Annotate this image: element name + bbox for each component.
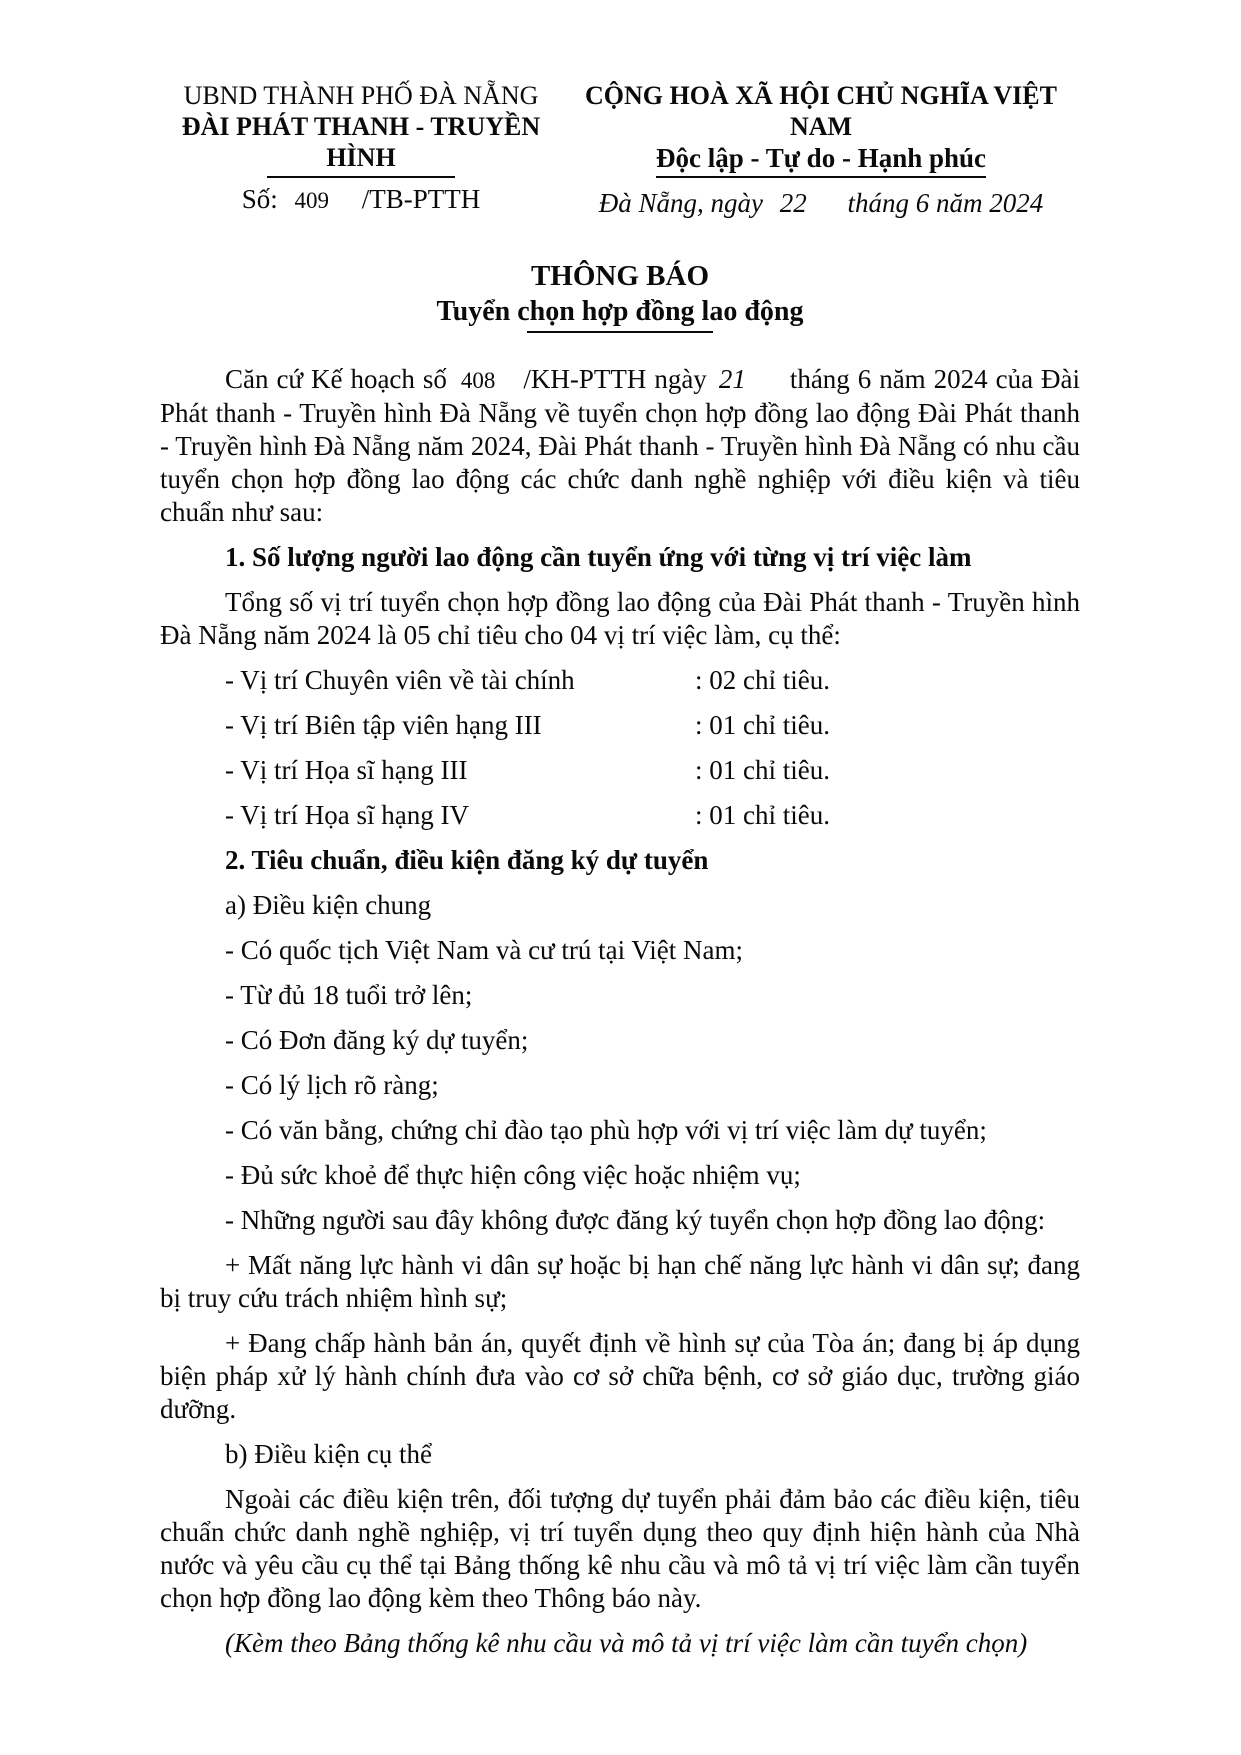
condition-item: - Từ đủ 18 tuổi trở lên; <box>225 980 473 1010</box>
intro-seg2: /KH-PTTH ngày <box>523 364 707 394</box>
condition-item: - Đủ sức khoẻ để thực hiện công việc hoặc nhiệm vụ; <box>225 1160 801 1190</box>
document-title: THÔNG BÁO <box>530 260 710 292</box>
section2-sub-a: a) Điều kiện chung <box>225 890 432 920</box>
section2-sub-b: b) Điều kiện cụ thể <box>225 1439 432 1469</box>
country-title: CỘNG HOÀ XÃ HỘI CHỦ NGHĨA VIỆT NAM <box>585 81 1057 141</box>
plan-number-value: 408 <box>460 368 496 393</box>
condition-item: + Mất năng lực hành vi dân sự hoặc bị hạn chế năng lực hành vi dân sự; đang bị truy cứu trách nhiệm hình sự; <box>160 1250 1080 1313</box>
position-label: - Vị trí Chuyên viên về tài chính <box>225 665 575 695</box>
date-day-value: 22 <box>779 188 807 218</box>
doc-number-value: 409 <box>294 188 330 213</box>
document-subtitle: Tuyển chọn hợp đồng lao động <box>436 296 804 327</box>
intro-paragraph <box>160 363 1080 529</box>
org-underline <box>267 176 455 178</box>
place-date-line <box>562 188 1080 219</box>
position-row <box>160 799 1080 832</box>
section1-paragraph: Tổng số vị trí tuyển chọn hợp đồng lao động của Đài Phát thanh - Truyền hình Đà Nẵng năm 2024 là 05 chỉ tiêu cho 04 vị trí việc làm, cụ thể: <box>160 587 1080 650</box>
section2-paragraph-b: Ngoài các điều kiện trên, đối tượng dự tuyển phải đảm bảo các điều kiện, tiêu chuẩn chức danh nghề nghiệp, vị trí tuyển dụng theo quy định hiện hành của Nhà nước và yêu cầu cụ thể tại Bảng thống kê nhu cầu và mô tả vị trí việc làm cần tuyển chọn hợp đồng lao động kèm theo Thông báo này. <box>160 1484 1080 1613</box>
national-motto-block <box>562 80 1080 219</box>
section2-heading: 2. Tiêu chuẩn, điều kiện đăng ký dự tuyển <box>225 845 709 875</box>
condition-item: - Có Đơn đăng ký dự tuyển; <box>225 1025 529 1055</box>
date-prefix: Đà Nẵng, ngày <box>598 188 763 218</box>
intro-seg3: tháng 6 năm 2024 của Đài Phát thanh - Truyền hình Đà Nẵng về tuyển chọn hợp đồng lao động Đài Phát thanh - Truyền hình Đà Nẵng năm 2024, Đài Phát thanh - Truyền hình Đà Nẵng có nhu cầu tuyển chọn hợp đồng lao động các chức danh nghề nghiệp với điều kiện và tiêu chuẩn như sau: <box>160 364 1080 527</box>
position-quota: : 01 chỉ tiêu. <box>695 800 830 830</box>
condition-item: - Có quốc tịch Việt Nam và cư trú tại Việt Nam; <box>225 935 744 965</box>
position-row <box>160 754 1080 787</box>
issuing-org-block <box>160 80 562 215</box>
document-number-line <box>160 184 562 215</box>
condition-item: - Có văn bằng, chứng chỉ đào tạo phù hợp với vị trí việc làm dự tuyển; <box>225 1115 987 1145</box>
position-row <box>160 664 1080 697</box>
position-quota: : 02 chỉ tiêu. <box>695 665 830 695</box>
position-label: - Vị trí Họa sĩ hạng III <box>225 755 468 785</box>
condition-item: + Đang chấp hành bản án, quyết định về hình sự của Tòa án; đang bị áp dụng biện pháp xử lý hành chính đưa vào cơ sở chữa bệnh, cơ sở giáo dục, trường giáo dưỡng. <box>160 1328 1080 1424</box>
position-label: - Vị trí Họa sĩ hạng IV <box>225 800 469 830</box>
condition-item: - Những người sau đây không được đăng ký tuyển chọn hợp đồng lao động: <box>225 1205 1046 1235</box>
intro-seg1: Căn cứ Kế hoạch số <box>225 364 447 394</box>
position-quota: : 01 chỉ tiêu. <box>695 710 830 740</box>
subtitle-underline <box>527 331 713 333</box>
motto-line: Độc lập - Tự do - Hạnh phúc <box>656 142 986 178</box>
position-row <box>160 709 1080 742</box>
position-label: - Vị trí Biên tập viên hạng III <box>225 710 542 740</box>
document-body <box>160 363 1080 1660</box>
attachment-note: (Kèm theo Bảng thống kê nhu cầu và mô tả vị trí việc làm cần tuyển chọn) <box>225 1628 1028 1658</box>
org-parent-name: UBND THÀNH PHỐ ĐÀ NẴNG <box>183 81 539 110</box>
condition-item: - Có lý lịch rõ ràng; <box>225 1070 439 1100</box>
org-name: ĐÀI PHÁT THANH - TRUYỀN HÌNH <box>181 112 541 172</box>
date-suffix: tháng 6 năm 2024 <box>847 188 1044 218</box>
document-header <box>160 80 1080 219</box>
doc-number-label: Số: <box>241 184 278 214</box>
title-block <box>160 259 1080 333</box>
doc-number-suffix: /TB-PTTH <box>361 184 481 214</box>
section1-heading: 1. Số lượng người lao động cần tuyển ứng với từng vị trí việc làm <box>225 542 972 572</box>
plan-day-value: 21 <box>718 364 746 394</box>
position-quota: : 01 chỉ tiêu. <box>695 755 830 785</box>
